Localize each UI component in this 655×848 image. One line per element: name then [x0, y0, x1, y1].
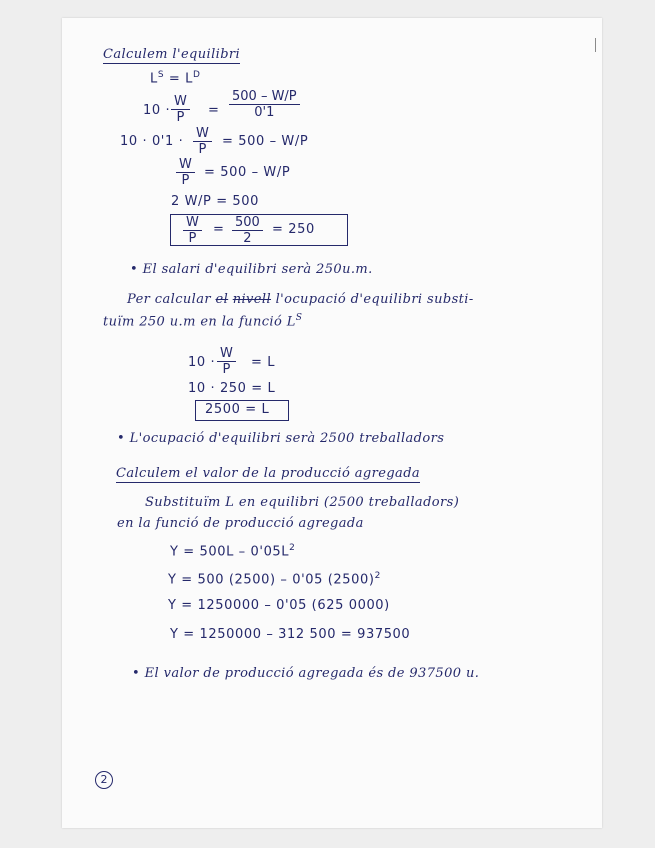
paragraph-1-line-1: Per calcular el nivell l'ocupació d'equilibri substi- [127, 292, 474, 307]
equation-5: 2 W/P = 500 [171, 194, 260, 209]
heading-equilibrium: Calculem l'equilibri [103, 47, 241, 62]
equation-10: $Y = 500L - 0'05L^2$ [170, 543, 296, 560]
equation-4-rhs: = 500 – W/P [204, 165, 291, 180]
equation-2-rhs-fraction: $\frac{500 - W/P}{0'1}$ [229, 89, 300, 120]
equation-6-equals: = [213, 222, 225, 237]
equation-2-equals: = [208, 103, 220, 118]
equation-11: Y = 500 (2500) – 0'05 $(2500)^2$ [168, 571, 381, 588]
paragraph-2-line-1: Substituïm L en equilibri (2500 treballadors) [145, 495, 460, 510]
conclusion-wage: • El salari d'equilibri serà 250u.m. [130, 262, 373, 277]
equation-7-fraction: $\frac{W}{P}$ [217, 346, 236, 377]
equation-3-fraction: $\frac{W}{P}$ [193, 126, 212, 157]
equation-7-lhs: 10 · [188, 355, 216, 370]
conclusion-employment: • L'ocupació d'equilibri serà 2500 treballadors [117, 431, 445, 446]
page-number: 2 [95, 771, 113, 789]
equation-ls-ld: $L^S = L^D$ [150, 70, 201, 87]
equation-7-rhs: = L [251, 355, 276, 370]
equation-6-fraction-2: $\frac{500}{2}$ [232, 215, 263, 246]
equation-8: 10 · 250 = L [188, 381, 276, 396]
margin-mark [595, 38, 596, 52]
equation-6-fraction-1: $\frac{W}{P}$ [183, 215, 202, 246]
equation-13: Y = 1250000 – 312 500 = 937500 [170, 627, 411, 642]
equation-9: 2500 = L [205, 402, 270, 417]
equation-3-lhs: 10 · 0'1 · [120, 134, 184, 149]
equation-2-fraction: $\frac{W}{P}$ [171, 94, 190, 125]
equation-6-rhs: = 250 [272, 222, 315, 237]
heading-aggregate-production: Calculem el valor de la producció agregada [116, 466, 421, 481]
equation-2-lhs: 10 · [143, 103, 171, 118]
paragraph-2-line-2: en la funció de producció agregada [117, 516, 364, 531]
paragraph-1-line-2: tuïm 250 u.m en la funció $L^S$ [103, 313, 303, 330]
equation-3-rhs: = 500 – W/P [222, 134, 309, 149]
equation-4-fraction: $\frac{W}{P}$ [176, 157, 195, 188]
equation-12: Y = 1250000 – 0'05 (625 0000) [168, 598, 390, 613]
conclusion-production: • El valor de producció agregada és de 937500 u. [132, 666, 480, 681]
